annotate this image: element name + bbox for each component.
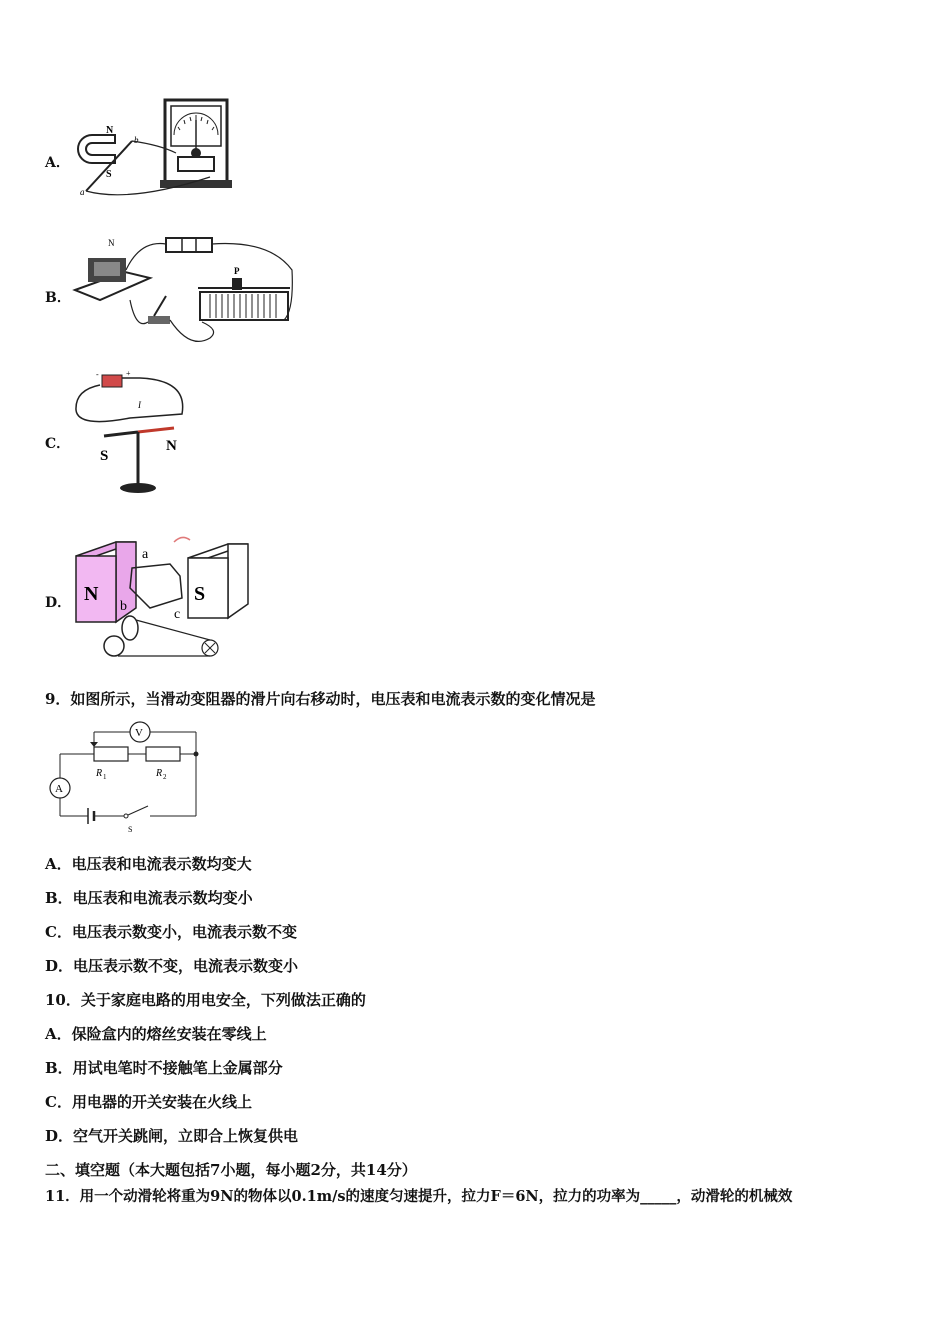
r2-sub: 2 <box>163 773 167 781</box>
fig-a-s-label: S <box>106 169 112 180</box>
fig-d-s-label: S <box>194 583 206 605</box>
fig-d-a-label: a <box>142 547 149 562</box>
fig-d-c-label: c <box>174 607 181 622</box>
q9-circuit-diagram <box>44 714 204 836</box>
option-a-label: A． <box>45 155 70 171</box>
fig-c-i-label: I <box>138 400 141 410</box>
q9-option-b: B．电压表和电流表示数均变小 <box>45 889 253 907</box>
q11-stem: 11．用一个动滑轮将重为9N的物体以0.1m/s的速度匀速提升，拉力F＝6N，拉力的功率为_____，动滑轮的机械效 <box>45 1188 793 1205</box>
q10-option-b: B．用试电笔时不接触笔上金属部分 <box>45 1059 283 1077</box>
fig-c-plus: + <box>126 370 131 378</box>
fig-b-p-label: P <box>234 266 240 276</box>
voltmeter-label: V <box>135 727 143 739</box>
q10-stem: 10．关于家庭电路的用电安全，下列做法正确的 <box>45 991 366 1009</box>
figure-d-generator <box>70 528 255 663</box>
q10-option-a: A．保险盒内的熔丝安装在零线上 <box>45 1025 267 1043</box>
figure-b-motor-circuit <box>70 230 295 350</box>
option-c-label: C． <box>45 436 71 452</box>
fig-a-a-label: a <box>80 187 85 197</box>
fig-d-b-label: b <box>120 599 127 614</box>
option-d-label: D． <box>45 595 72 611</box>
r1-sub: 1 <box>103 773 107 781</box>
fig-c-s-label: S <box>100 448 109 464</box>
q9-option-a: A．电压表和电流表示数均变大 <box>45 855 252 873</box>
fig-d-n-label: N <box>84 583 99 605</box>
r2-resistor <box>146 747 180 761</box>
r1-resistor <box>94 747 128 761</box>
r2-label: R <box>156 768 163 779</box>
q10-option-c: C．用电器的开关安装在火线上 <box>45 1093 252 1111</box>
q9-option-d: D．电压表示数不变，电流表示数变小 <box>45 957 299 975</box>
q9-option-c: C．电压表示数变小，电流表示数不变 <box>45 923 297 941</box>
switch <box>128 806 148 815</box>
ammeter-label: A <box>55 783 63 795</box>
r1-label: R <box>96 768 103 779</box>
option-b-label: B． <box>45 290 71 306</box>
figure-c-oersted <box>70 370 200 498</box>
figure-a-galvanometer <box>70 95 235 205</box>
section-2-heading: 二、填空题（本大题包括7小题，每小题2分，共14分） <box>45 1161 417 1179</box>
switch-label: S <box>128 825 133 834</box>
fig-c-minus: - <box>96 370 99 379</box>
fig-a-b-label: b <box>134 135 139 145</box>
fig-c-n-label: N <box>166 438 177 454</box>
q9-stem: 9．如图所示，当滑动变阻器的滑片向右移动时，电压表和电流表示数的变化情况是 <box>45 690 596 708</box>
q10-option-d: D．空气开关跳闸，立即合上恢复供电 <box>45 1127 299 1145</box>
fig-b-n-label: N <box>108 238 115 248</box>
fig-a-n-label: N <box>106 125 114 136</box>
